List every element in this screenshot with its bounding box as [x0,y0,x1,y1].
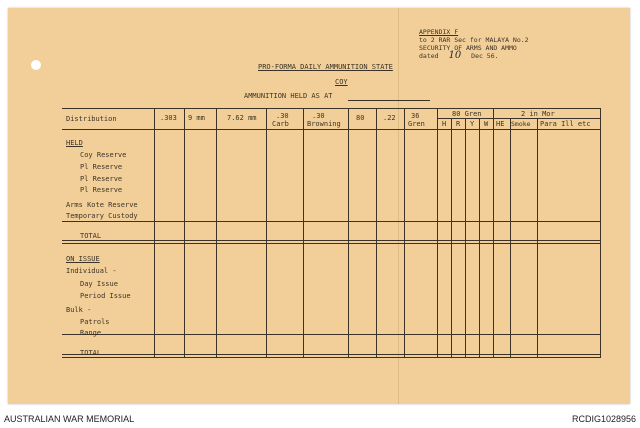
col-line-smoke [537,118,538,358]
footer-id: RCDIG1028956 [571,414,636,424]
col-line-80 [376,108,377,358]
held-row-pl-reserve-1: Pl Reserve [80,163,123,171]
held-row-coy-reserve: Coy Reserve [80,151,127,159]
total2-double-line-b [62,357,600,358]
header-mor-para: Para Ill etc [540,120,591,128]
total-2: TOTAL [80,349,102,357]
header-303: .303 [160,114,177,122]
col-line-h [451,118,452,358]
paper-fold [398,8,399,404]
header-mor-he: HE [496,120,505,128]
col-line-r [465,118,466,358]
header-mor-smoke: Smoke [511,120,531,128]
header-gren-h: H [442,120,447,128]
header-30carb-a: .30 [276,112,289,120]
header-30brown-b: Browning [307,120,341,128]
col-line-he [510,118,511,358]
total2-double-line-a [62,354,600,355]
header-mor: 2 in Mor [521,110,555,118]
appendix-title: APPENDIX F [419,28,459,36]
held-row-pl-reserve-3: Pl Reserve [80,186,123,194]
header-distribution: Distribution [66,115,117,123]
total-1: TOTAL [80,232,102,240]
table-top-line [62,108,600,109]
total1-double-line-a [62,240,600,241]
header-gren80: 80 Gren [452,110,482,118]
issue-patrols: Patrols [80,318,110,326]
header-gren-w: W [484,120,489,128]
form-coy: COY [335,78,348,86]
col-line-30brown [348,108,349,358]
dated-rest: Dec 56. [471,52,499,60]
held-heading: HELD [66,139,83,147]
issue-heading: ON ISSUE [66,255,100,263]
total1-double-line-b [62,243,600,244]
held-as-at-blank [348,100,430,101]
col-line-22 [404,108,405,358]
appendix-dated [419,52,529,60]
form-held-as-at: AMMUNITION HELD AS AT [244,92,333,100]
table-header-bottom-line [62,129,600,130]
issue-day: Day Issue [80,280,118,288]
held-row-pl-reserve-2: Pl Reserve [80,175,123,183]
dated-day-handwritten: 10 [448,50,462,61]
header-30brown-a: .30 [312,112,325,120]
header-36-b: Gren [408,120,425,128]
issue-individual: Individual - [66,267,117,275]
header-22: .22 [383,114,396,122]
held-bottom-line [62,221,600,222]
col-line-right [600,108,601,358]
held-row-temp-custody: Temporary Custody [66,212,138,220]
issue-bulk: Bulk - [66,306,92,314]
dated-label: dated [419,52,439,60]
issue-range: Range [80,329,102,337]
header-762: 7.62 mm [227,114,257,122]
col-line-dist [154,108,155,358]
header-30carb-b: Carb [272,120,289,128]
appendix-block [419,28,529,60]
header-9mm: 9 mm [188,114,205,122]
appendix-line1: to 2 RAR Sec for MALAYA No.2 [419,36,529,44]
header-80: 80 [356,114,365,122]
issue-bottom-line [62,334,600,335]
header-gren-y: Y [470,120,475,128]
col-line-762 [266,108,267,358]
col-line-30carb [303,108,304,358]
col-line-w [493,108,494,358]
col-line-y [479,118,480,358]
punch-hole [31,60,41,70]
form-title: PRO-FORMA DAILY AMMUNITION STATE [258,63,393,71]
col-line-9mm [216,108,217,358]
footer-source: AUSTRALIAN WAR MEMORIAL [4,414,135,424]
appendix-line2: SECURITY OF ARMS AND AMMO [419,44,517,52]
issue-period: Period Issue [80,292,131,300]
header-gren-r: R [456,120,461,128]
col-line-36 [437,108,438,358]
held-row-arms-kote: Arms Kote Reserve [66,201,138,209]
header-36-a: 36 [411,112,420,120]
col-line-303 [184,108,185,358]
